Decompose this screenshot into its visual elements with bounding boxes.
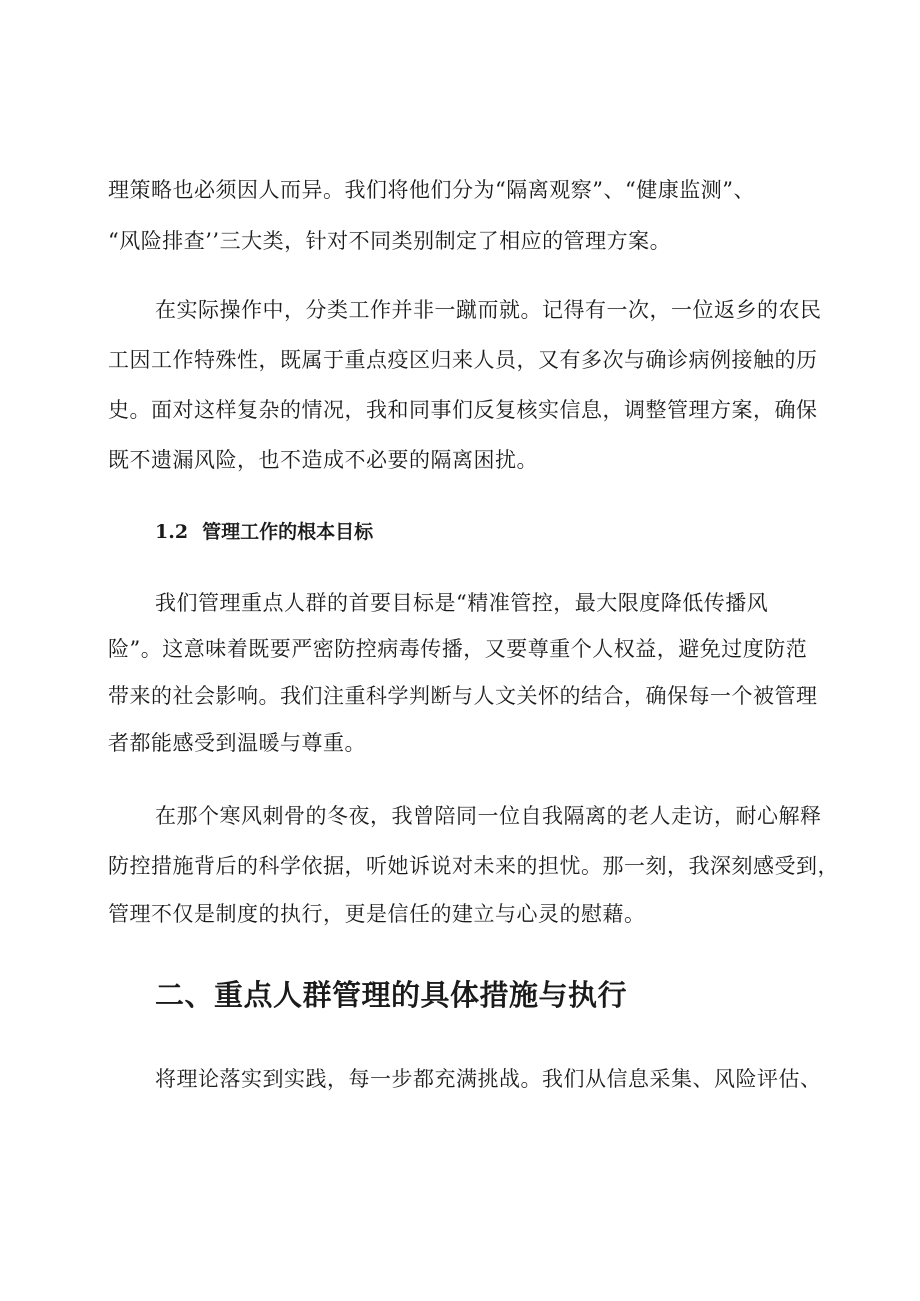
- paragraph-1-line-1: 理策略也必须因人而异。我们将他们分为“隔离观察”、“健康监测”、: [108, 178, 755, 202]
- paragraph-3-line-1: 我们管理重点人群的首要目标是“精准管控，最大限度降低传播风: [155, 591, 769, 615]
- paragraph-2-line-1: 在实际操作中，分类工作并非一蹴而就。记得有一次，一位返乡的农民: [155, 298, 822, 322]
- subheading-number: 1.2: [155, 521, 189, 543]
- paragraph-2-line-2: 工因工作特殊性，既属于重点疫区归来人员，又有多次与确诊病例接触的历: [108, 348, 818, 372]
- paragraph-2-line-4: 既不遗漏风险，也不造成不必要的隔离困扰。: [108, 448, 538, 472]
- paragraph-4-line-3: 管理不仅是制度的执行，更是信任的建立与心灵的慰藉。: [108, 902, 646, 926]
- subheading-title: 管理工作的根本目标: [202, 521, 374, 543]
- paragraph-4-line-1: 在那个寒风刺骨的冬夜，我曾陪同一位自我隔离的老人走访，耐心解释: [155, 804, 822, 828]
- paragraph-3-line-3: 带来的社会影响。我们注重科学判断与人文关怀的结合，确保每一个被管理: [108, 684, 818, 708]
- subheading-1-2: [155, 517, 373, 547]
- paragraph-2-line-3: 史。面对这样复杂的情况，我和同事们反复核实信息，调整管理方案，确保: [108, 398, 818, 422]
- paragraph-1-line-2: “风险排查’’三大类，针对不同类别制定了相应的管理方案。: [108, 229, 672, 253]
- paragraph-3-line-2: 险”。这意味着既要严密防控病毒传播，又要尊重个人权益，避免过度防范: [108, 637, 808, 661]
- paragraph-5-line-1: 将理论落实到实践，每一步都充满挑战。我们从信息采集、风险评估、: [155, 1067, 822, 1091]
- paragraph-3-line-4: 者都能感受到温暖与尊重。: [108, 731, 366, 755]
- paragraph-4-line-2: 防控措施背后的科学依据，听她诉说对未来的担忧。那一刻，我深刻感受到，: [108, 854, 839, 878]
- section-heading: 二、重点人群管理的具体措施与执行: [155, 978, 628, 1012]
